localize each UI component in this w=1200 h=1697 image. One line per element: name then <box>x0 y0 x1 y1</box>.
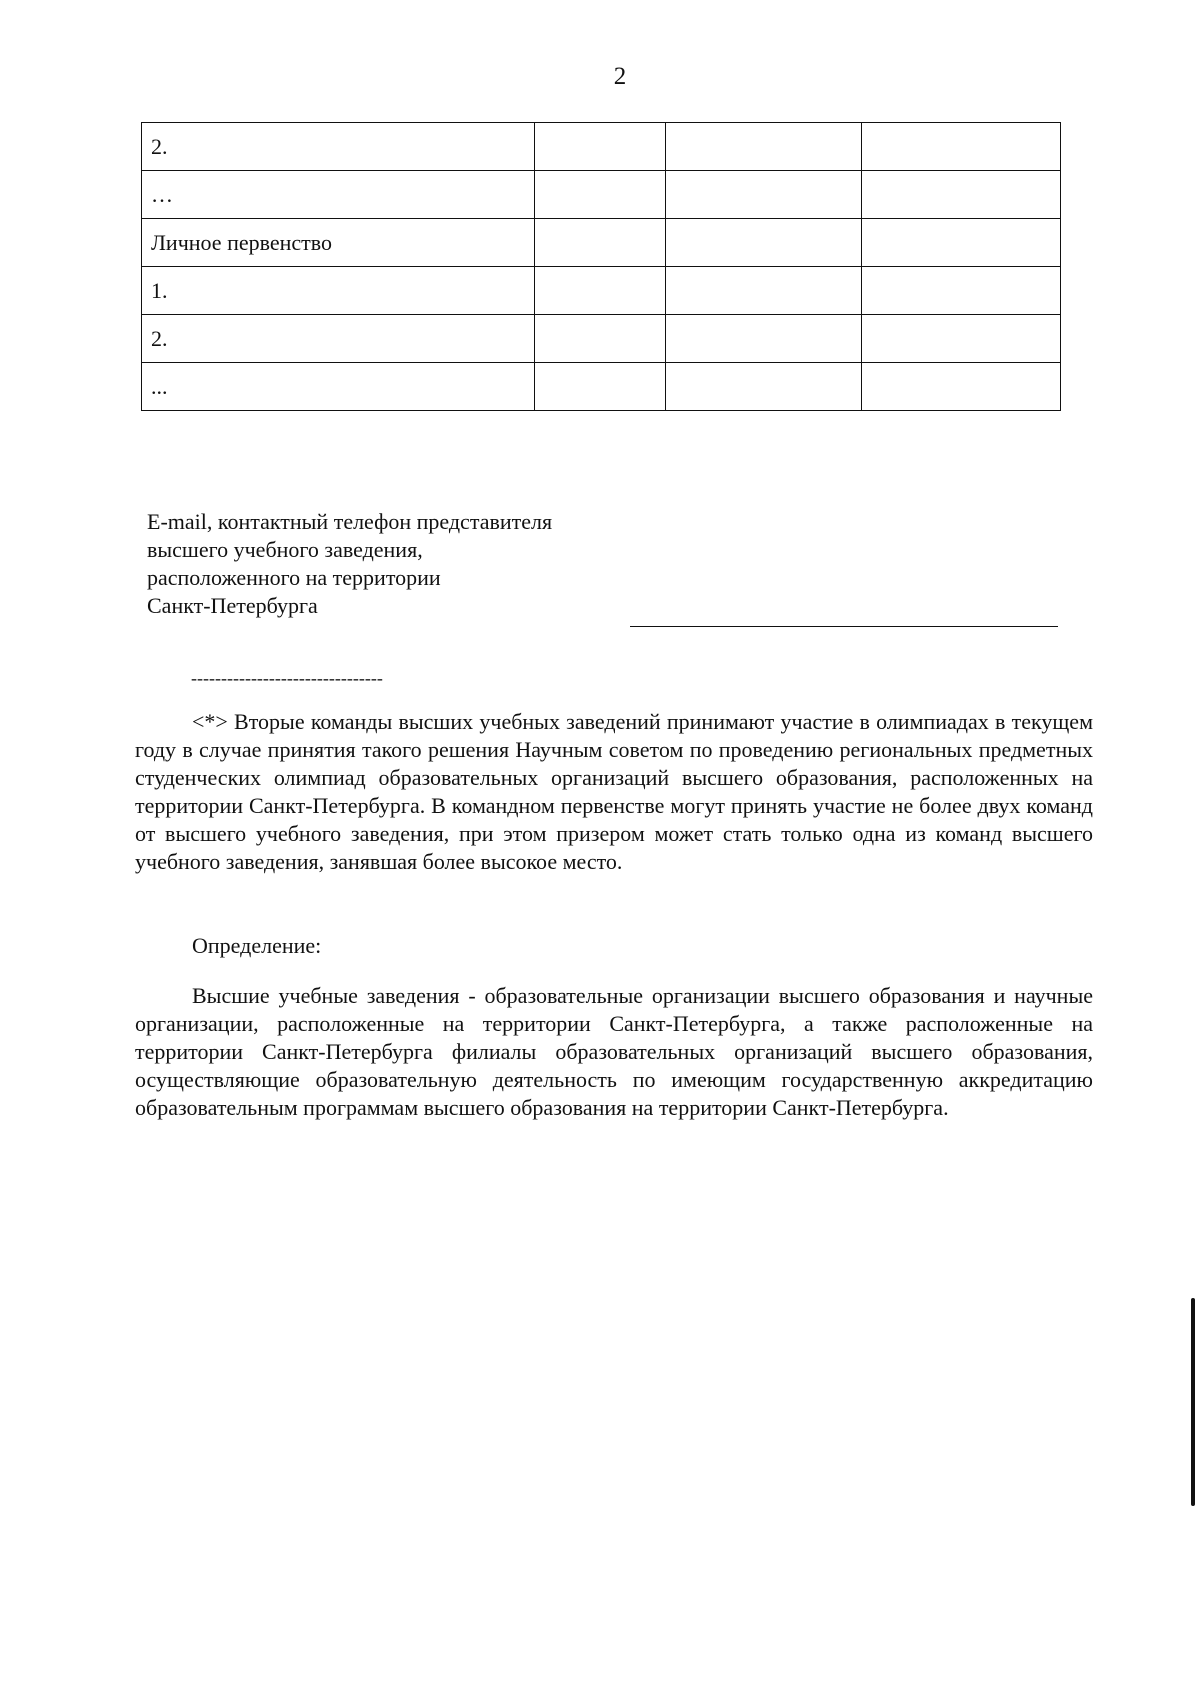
empty-cell[interactable] <box>666 171 862 219</box>
empty-cell[interactable] <box>666 219 862 267</box>
empty-cell[interactable] <box>535 315 666 363</box>
empty-cell[interactable] <box>862 123 1061 171</box>
footnote-text: <*> Вторые команды высших учебных заведений принимают участие в олимпиадах в текущем году в случае принятия такого решения Научным советом по проведению региональных предметных студенческих олимпиад образовательных организаций высшего образования, расположенных на территории Санкт-Петербурга. В командном первенстве могут принять участие не более двух команд от высшего учебного заведения, при этом призером может стать только одна из команд высшего учебного заведения, занявшая более высокое место. <box>135 709 1093 874</box>
empty-cell[interactable] <box>862 363 1061 411</box>
empty-cell[interactable] <box>535 363 666 411</box>
signature-line[interactable] <box>630 626 1058 627</box>
row-label: 2. <box>142 123 535 171</box>
section-label-individual: Личное первенство <box>142 219 535 267</box>
page-number: 2 <box>613 63 627 90</box>
row-label: … <box>142 171 535 219</box>
row-label: ... <box>142 363 535 411</box>
definition-text: Высшие учебные заведения - образовательные организации высшего образования и научные организации, расположенные на территории Санкт-Петербурга, а также расположенные на территории Санкт-Петербурга филиалы образовательных организаций высшего образования, осуществляющие образовательную деятельность по имеющим государственную аккредитацию образовательным программам высшего образования на территории Санкт-Петербурга. <box>135 983 1093 1120</box>
contact-line: расположенного на территории <box>147 565 441 590</box>
empty-cell[interactable] <box>666 315 862 363</box>
results-table <box>141 122 1061 411</box>
footnote-divider: -------------------------------- <box>191 668 383 688</box>
empty-cell[interactable] <box>535 123 666 171</box>
empty-cell[interactable] <box>666 267 862 315</box>
definition-title: Определение: <box>192 933 322 958</box>
empty-cell[interactable] <box>535 171 666 219</box>
table-row <box>142 123 1061 171</box>
empty-cell[interactable] <box>666 123 862 171</box>
empty-cell[interactable] <box>535 219 666 267</box>
empty-cell[interactable] <box>862 171 1061 219</box>
table-row <box>142 171 1061 219</box>
table-row <box>142 267 1061 315</box>
contact-block <box>147 508 552 620</box>
empty-cell[interactable] <box>666 363 862 411</box>
row-label: 2. <box>142 315 535 363</box>
empty-cell[interactable] <box>862 219 1061 267</box>
table-row <box>142 363 1061 411</box>
table-row <box>142 315 1061 363</box>
row-label: 1. <box>142 267 535 315</box>
empty-cell[interactable] <box>535 267 666 315</box>
table-row <box>142 219 1061 267</box>
empty-cell[interactable] <box>862 267 1061 315</box>
contact-line: высшего учебного заведения, <box>147 537 423 562</box>
contact-line: Санкт-Петербурга <box>147 593 318 618</box>
contact-line: E-mail, контактный телефон представителя <box>147 509 553 534</box>
scan-edge-mark <box>1191 1298 1195 1506</box>
empty-cell[interactable] <box>862 315 1061 363</box>
